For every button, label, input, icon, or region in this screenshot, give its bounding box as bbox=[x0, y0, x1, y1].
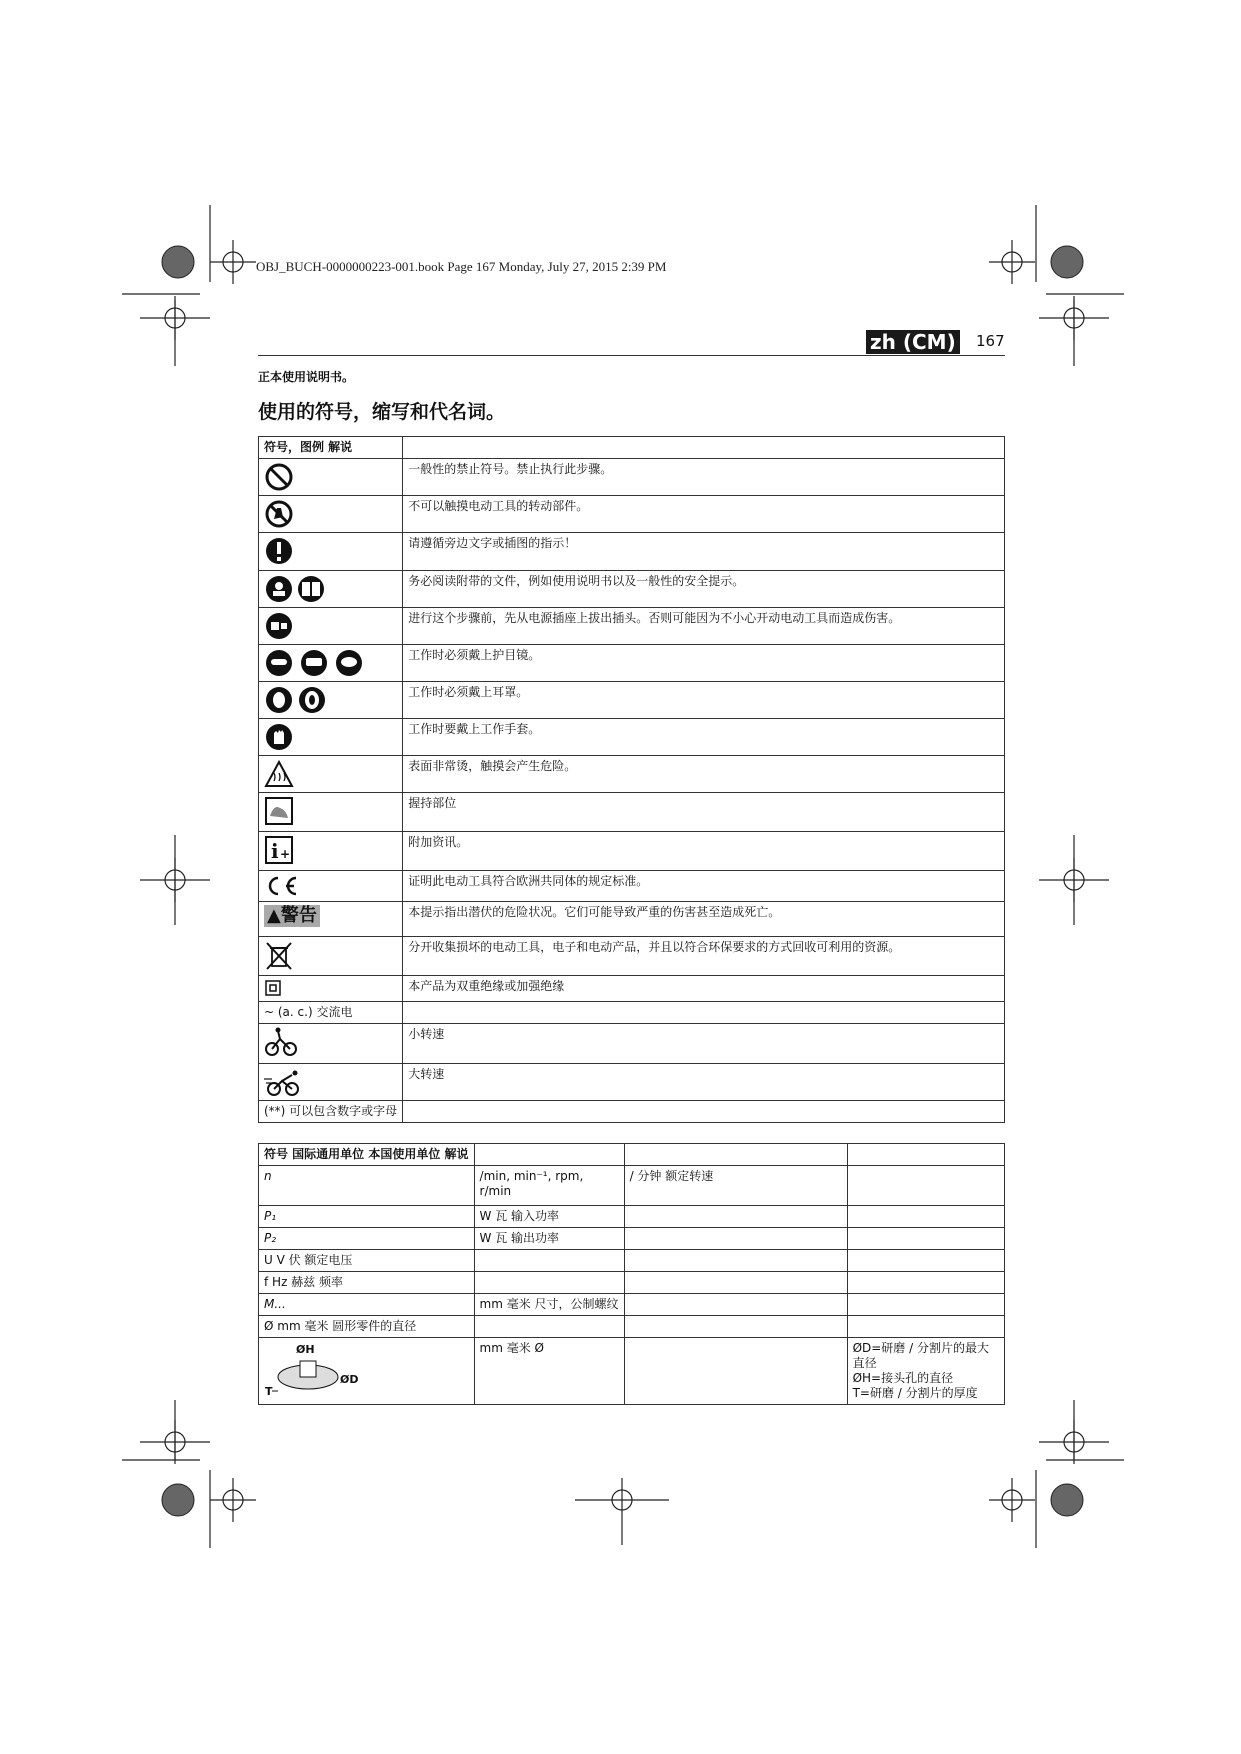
warning-sign-icon: ▲警告 bbox=[264, 905, 320, 927]
unit-si: mm 毫米 尺寸，公制螺纹 bbox=[474, 1294, 624, 1316]
table-row bbox=[259, 871, 1005, 902]
read-manual-icon bbox=[264, 574, 328, 604]
svg-text:+: + bbox=[280, 847, 291, 861]
symbol-text: (**) 可以包含数字或字母 bbox=[259, 1101, 403, 1123]
table-row bbox=[259, 1272, 1005, 1294]
table-row bbox=[259, 608, 1005, 645]
table-row bbox=[259, 1064, 1005, 1101]
table-row bbox=[259, 719, 1005, 756]
info-icon bbox=[264, 835, 294, 865]
table-row bbox=[259, 682, 1005, 719]
unit-symbol: Ø mm 毫米 圆形零件的直径 bbox=[259, 1316, 475, 1338]
table-row bbox=[259, 902, 1005, 937]
table-row bbox=[259, 1166, 1005, 1206]
table-row bbox=[259, 756, 1005, 793]
table-row bbox=[259, 1206, 1005, 1228]
unplug-icon bbox=[264, 611, 294, 641]
symbol-description: 工作时必须戴上护目镜。 bbox=[403, 645, 1005, 682]
table-row bbox=[259, 832, 1005, 871]
double-insulation-icon bbox=[264, 979, 282, 997]
warning-sign-text: 警告 bbox=[280, 905, 317, 926]
symbol-description: 握持部位 bbox=[403, 793, 1005, 832]
svg-text:i: i bbox=[271, 839, 279, 863]
symbol-description: 证明此电动工具符合欧洲共同体的规定标准。 bbox=[403, 871, 1005, 902]
fast-cyclist-icon bbox=[264, 1067, 304, 1097]
table-row bbox=[259, 1002, 1005, 1024]
table-row bbox=[259, 533, 1005, 571]
table-row bbox=[259, 937, 1005, 976]
table-row bbox=[259, 1024, 1005, 1064]
prohibition-icon bbox=[264, 462, 294, 492]
unit-symbol: P₂ bbox=[259, 1228, 475, 1250]
language-badge: zh (CM) bbox=[866, 330, 960, 354]
header-rule bbox=[258, 355, 1005, 356]
table-row bbox=[259, 496, 1005, 533]
symbol-description: 本提示指出潜伏的危险状况。它们可能导致严重的伤害甚至造成死亡。 bbox=[403, 902, 1005, 937]
unit-symbol: f Hz 赫兹 频率 bbox=[259, 1272, 475, 1294]
unit-si: /min, min⁻¹, rpm, r/min bbox=[474, 1166, 624, 1206]
definition-line: ØD=研磨 / 分割片的最大直径 bbox=[852, 1341, 989, 1370]
table-row bbox=[259, 1250, 1005, 1272]
unit-si: W 瓦 输出功率 bbox=[474, 1228, 624, 1250]
table-row bbox=[259, 437, 1005, 459]
table-row bbox=[259, 645, 1005, 682]
units-table bbox=[258, 1143, 1005, 1405]
symbol-description: 大转速 bbox=[403, 1064, 1005, 1101]
grip-area-icon bbox=[264, 796, 294, 826]
symbol-description: 分开收集损坏的电动工具，电子和电动产品，并且以符合环保要求的方式回收可利用的资源。 bbox=[403, 937, 1005, 976]
symbol-description: 本产品为双重绝缘或加强绝缘 bbox=[403, 976, 1005, 1002]
symbols-table bbox=[258, 436, 1005, 1123]
table-row bbox=[259, 976, 1005, 1002]
table-row bbox=[259, 1338, 1005, 1405]
eye-protection-icon bbox=[264, 648, 364, 678]
diagram-label: ØH bbox=[296, 1343, 315, 1356]
table-row bbox=[259, 793, 1005, 832]
weee-bin-icon bbox=[264, 940, 294, 972]
table-row bbox=[259, 571, 1005, 608]
symbol-description: 工作时要戴上工作手套。 bbox=[403, 719, 1005, 756]
symbol-description: 工作时必须戴上耳罩。 bbox=[403, 682, 1005, 719]
section-title: 使用的符号，缩写和代名词。 bbox=[258, 401, 506, 423]
unit-si: mm 毫米 Ø bbox=[474, 1338, 624, 1405]
hot-surface-icon bbox=[264, 759, 294, 789]
symbol-description: 请遵循旁边文字或插图的指示！ bbox=[403, 533, 1005, 571]
symbol-text: ~ (a. c.) 交流电 bbox=[259, 1002, 403, 1024]
definition-line: T=研磨 / 分割片的厚度 bbox=[852, 1386, 978, 1400]
table-row bbox=[259, 1316, 1005, 1338]
table-row bbox=[259, 459, 1005, 496]
symbol-description: 一般性的禁止符号。禁止执行此步骤。 bbox=[403, 459, 1005, 496]
print-line: OBJ_BUCH-0000000223-001.book Page 167 Monday, July 27, 2015 2:39 PM bbox=[256, 259, 667, 274]
slow-cyclist-icon bbox=[264, 1027, 298, 1057]
exclamation-icon bbox=[264, 536, 294, 566]
unit-symbol: M... bbox=[259, 1294, 475, 1316]
diagram-label: T bbox=[265, 1385, 273, 1397]
ear-protection-icon bbox=[264, 685, 328, 715]
table-row bbox=[259, 1294, 1005, 1316]
table-row bbox=[259, 1101, 1005, 1123]
symbol-description: 务必阅读附带的文件，例如使用说明书以及一般性的安全提示。 bbox=[403, 571, 1005, 608]
symbol-description: 进行这个步骤前，先从电源插座上拔出插头。否则可能因为不小心开动电动工具而造成伤害。 bbox=[403, 608, 1005, 645]
unit-local: / 分钟 额定转速 bbox=[624, 1166, 847, 1206]
symbol-description: 小转速 bbox=[403, 1024, 1005, 1064]
table-header: 符号，图例 解说 bbox=[259, 437, 403, 459]
ce-mark-icon bbox=[264, 874, 300, 898]
intro-text: 正本使用说明书。 bbox=[258, 370, 355, 384]
unit-symbol: n bbox=[259, 1166, 475, 1206]
grinding-disc-diagram bbox=[264, 1341, 364, 1397]
definition-line: ØH=接头孔的直径 bbox=[852, 1371, 954, 1385]
symbol-description: 表面非常烫，触摸会产生危险。 bbox=[403, 756, 1005, 793]
symbol-description: 附加资讯。 bbox=[403, 832, 1005, 871]
no-touch-rotating-parts-icon bbox=[264, 499, 294, 529]
table-row bbox=[259, 1144, 1005, 1166]
page-number: 167 bbox=[976, 332, 1005, 350]
unit-symbol: P₁ bbox=[259, 1206, 475, 1228]
symbol-description: 不可以触摸电动工具的转动部件。 bbox=[403, 496, 1005, 533]
unit-symbol: U V 伏 额定电压 bbox=[259, 1250, 475, 1272]
unit-si: W 瓦 输入功率 bbox=[474, 1206, 624, 1228]
gloves-icon bbox=[264, 722, 294, 752]
table-header: 符号 国际通用单位 本国使用单位 解说 bbox=[259, 1144, 475, 1166]
table-row bbox=[259, 1228, 1005, 1250]
diagram-label: ØD bbox=[340, 1373, 359, 1386]
